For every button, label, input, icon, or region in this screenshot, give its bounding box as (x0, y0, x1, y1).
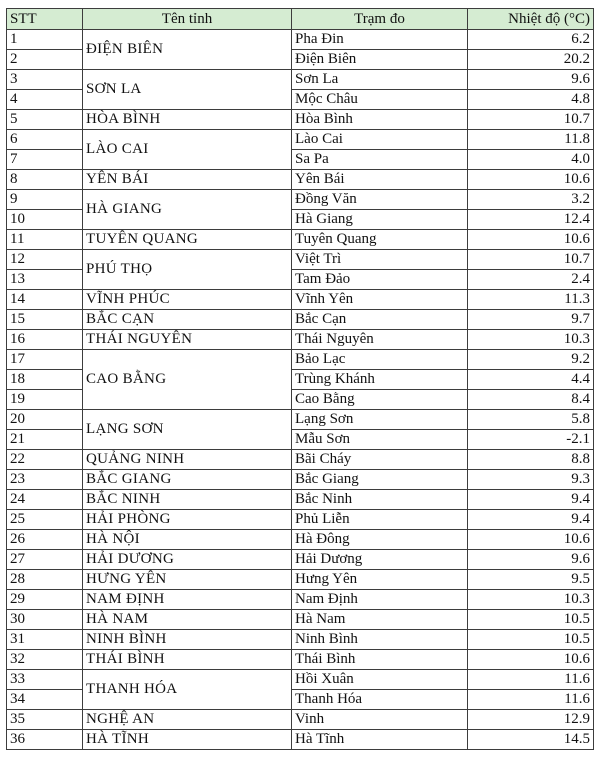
row-number-cell: 30 (7, 610, 83, 630)
row-number-cell: 2 (7, 50, 83, 70)
table-row (7, 290, 594, 310)
row-number-cell: 29 (7, 590, 83, 610)
temperature-cell: 9.6 (468, 70, 594, 90)
temperature-cell: 10.5 (468, 610, 594, 630)
province-cell: LẠNG SƠN (83, 410, 292, 450)
province-cell: PHÚ THỌ (83, 250, 292, 290)
temperature-cell: 10.7 (468, 110, 594, 130)
temperature-cell: 14.5 (468, 730, 594, 750)
temperature-cell: 4.4 (468, 370, 594, 390)
row-number-cell: 32 (7, 650, 83, 670)
row-number-cell: 16 (7, 330, 83, 350)
row-number-cell: 33 (7, 670, 83, 690)
row-number-cell: 4 (7, 90, 83, 110)
table-row (7, 330, 594, 350)
temperature-cell: 10.5 (468, 630, 594, 650)
temperature-cell: 10.3 (468, 590, 594, 610)
province-cell: NAM ĐỊNH (83, 590, 292, 610)
row-number-cell: 20 (7, 410, 83, 430)
table-row (7, 650, 594, 670)
table-row (7, 630, 594, 650)
table-row (7, 130, 594, 150)
station-cell: Sơn La (292, 70, 468, 90)
table-row (7, 610, 594, 630)
province-cell: HÀ NAM (83, 610, 292, 630)
row-number-cell: 10 (7, 210, 83, 230)
table-row (7, 510, 594, 530)
temperature-cell: 11.6 (468, 670, 594, 690)
province-cell: HÀ NỘI (83, 530, 292, 550)
row-number-cell: 22 (7, 450, 83, 470)
temperature-cell: 8.8 (468, 450, 594, 470)
station-cell: Nam Định (292, 590, 468, 610)
temperature-cell: 8.4 (468, 390, 594, 410)
row-number-cell: 3 (7, 70, 83, 90)
table-row (7, 70, 594, 90)
table-row (7, 350, 594, 370)
station-cell: Hà Giang (292, 210, 468, 230)
station-cell: Thái Nguyên (292, 330, 468, 350)
temperature-cell: 12.9 (468, 710, 594, 730)
row-number-cell: 19 (7, 390, 83, 410)
station-cell: Hòa Bình (292, 110, 468, 130)
province-cell: NINH BÌNH (83, 630, 292, 650)
station-cell: Hà Nam (292, 610, 468, 630)
station-cell: Ninh Bình (292, 630, 468, 650)
station-cell: Lạng Sơn (292, 410, 468, 430)
row-number-cell: 17 (7, 350, 83, 370)
province-cell: BẮC GIANG (83, 470, 292, 490)
row-number-cell: 25 (7, 510, 83, 530)
table-row (7, 310, 594, 330)
row-number-cell: 7 (7, 150, 83, 170)
table-row (7, 190, 594, 210)
table-row (7, 170, 594, 190)
station-cell: Cao Bằng (292, 390, 468, 410)
table-row (7, 30, 594, 50)
station-cell: Bãi Cháy (292, 450, 468, 470)
header-station: Trạm đo (292, 9, 468, 30)
station-cell: Yên Bái (292, 170, 468, 190)
row-number-cell: 14 (7, 290, 83, 310)
temperature-cell: 10.6 (468, 650, 594, 670)
station-cell: Điện Biên (292, 50, 468, 70)
row-number-cell: 24 (7, 490, 83, 510)
row-number-cell: 12 (7, 250, 83, 270)
province-cell: VĨNH PHÚC (83, 290, 292, 310)
province-cell: HẢI DƯƠNG (83, 550, 292, 570)
temperature-cell: 11.3 (468, 290, 594, 310)
province-cell: HƯNG YÊN (83, 570, 292, 590)
row-number-cell: 26 (7, 530, 83, 550)
station-cell: Việt Trì (292, 250, 468, 270)
station-cell: Pha Đin (292, 30, 468, 50)
station-cell: Vĩnh Yên (292, 290, 468, 310)
row-number-cell: 6 (7, 130, 83, 150)
station-cell: Mẫu Sơn (292, 430, 468, 450)
province-cell: HÒA BÌNH (83, 110, 292, 130)
table-row (7, 530, 594, 550)
temperature-cell: 10.3 (468, 330, 594, 350)
station-cell: Bắc Cạn (292, 310, 468, 330)
row-number-cell: 13 (7, 270, 83, 290)
row-number-cell: 31 (7, 630, 83, 650)
station-cell: Phủ Liễn (292, 510, 468, 530)
temperature-cell: 9.3 (468, 470, 594, 490)
station-cell: Tam Đảo (292, 270, 468, 290)
table-row (7, 710, 594, 730)
table-row (7, 570, 594, 590)
temperature-cell: 3.2 (468, 190, 594, 210)
province-cell: CAO BẰNG (83, 350, 292, 410)
table-row (7, 230, 594, 250)
table-row (7, 590, 594, 610)
temperature-cell: 4.0 (468, 150, 594, 170)
station-cell: Lào Cai (292, 130, 468, 150)
province-cell: BẮC CẠN (83, 310, 292, 330)
station-cell: Bảo Lạc (292, 350, 468, 370)
station-cell: Hải Dương (292, 550, 468, 570)
station-cell: Bắc Giang (292, 470, 468, 490)
province-cell: THÁI NGUYÊN (83, 330, 292, 350)
temperature-cell: -2.1 (468, 430, 594, 450)
province-cell: ĐIỆN BIÊN (83, 30, 292, 70)
station-cell: Bắc Ninh (292, 490, 468, 510)
station-cell: Sa Pa (292, 150, 468, 170)
header-stt: STT (7, 9, 83, 30)
table-row (7, 450, 594, 470)
temperature-cell: 5.8 (468, 410, 594, 430)
temperature-cell: 10.6 (468, 230, 594, 250)
temperature-cell: 9.4 (468, 490, 594, 510)
temperature-cell: 6.2 (468, 30, 594, 50)
row-number-cell: 27 (7, 550, 83, 570)
row-number-cell: 23 (7, 470, 83, 490)
province-cell: YÊN BÁI (83, 170, 292, 190)
row-number-cell: 28 (7, 570, 83, 590)
row-number-cell: 11 (7, 230, 83, 250)
temperature-cell: 11.6 (468, 690, 594, 710)
province-cell: HẢI PHÒNG (83, 510, 292, 530)
station-cell: Thanh Hóa (292, 690, 468, 710)
temperature-cell: 10.7 (468, 250, 594, 270)
temperature-cell: 9.5 (468, 570, 594, 590)
temperature-cell: 12.4 (468, 210, 594, 230)
row-number-cell: 8 (7, 170, 83, 190)
table-row (7, 670, 594, 690)
temperature-cell: 4.8 (468, 90, 594, 110)
row-number-cell: 15 (7, 310, 83, 330)
station-cell: Hồi Xuân (292, 670, 468, 690)
temperature-table (6, 8, 594, 750)
province-cell: HÀ GIANG (83, 190, 292, 230)
province-cell: THANH HÓA (83, 670, 292, 710)
temperature-cell: 11.8 (468, 130, 594, 150)
temperature-cell: 9.4 (468, 510, 594, 530)
table-row (7, 410, 594, 430)
temperature-cell: 9.7 (468, 310, 594, 330)
station-cell: Vinh (292, 710, 468, 730)
table-row (7, 490, 594, 510)
temperature-cell: 9.2 (468, 350, 594, 370)
station-cell: Đồng Văn (292, 190, 468, 210)
table-row (7, 550, 594, 570)
header-province: Tên tỉnh (83, 9, 292, 30)
header-temperature: Nhiệt độ (°C) (468, 9, 594, 30)
row-number-cell: 34 (7, 690, 83, 710)
temperature-cell: 10.6 (468, 170, 594, 190)
table-header (7, 9, 594, 30)
province-cell: HÀ TĨNH (83, 730, 292, 750)
row-number-cell: 9 (7, 190, 83, 210)
row-number-cell: 35 (7, 710, 83, 730)
table-row (7, 470, 594, 490)
table-body (7, 30, 594, 750)
station-cell: Thái Bình (292, 650, 468, 670)
station-cell: Tuyên Quang (292, 230, 468, 250)
row-number-cell: 5 (7, 110, 83, 130)
station-cell: Trùng Khánh (292, 370, 468, 390)
station-cell: Mộc Châu (292, 90, 468, 110)
province-cell: LÀO CAI (83, 130, 292, 170)
table-row (7, 110, 594, 130)
table-row (7, 730, 594, 750)
station-cell: Hưng Yên (292, 570, 468, 590)
header-row (7, 9, 594, 30)
temperature-cell: 9.6 (468, 550, 594, 570)
province-cell: THÁI BÌNH (83, 650, 292, 670)
province-cell: BẮC NINH (83, 490, 292, 510)
province-cell: NGHỆ AN (83, 710, 292, 730)
row-number-cell: 21 (7, 430, 83, 450)
station-cell: Hà Đông (292, 530, 468, 550)
province-cell: SƠN LA (83, 70, 292, 110)
row-number-cell: 36 (7, 730, 83, 750)
station-cell: Hà Tĩnh (292, 730, 468, 750)
row-number-cell: 1 (7, 30, 83, 50)
province-cell: TUYÊN QUANG (83, 230, 292, 250)
province-cell: QUẢNG NINH (83, 450, 292, 470)
table-row (7, 250, 594, 270)
temperature-cell: 20.2 (468, 50, 594, 70)
temperature-cell: 10.6 (468, 530, 594, 550)
row-number-cell: 18 (7, 370, 83, 390)
temperature-cell: 2.4 (468, 270, 594, 290)
